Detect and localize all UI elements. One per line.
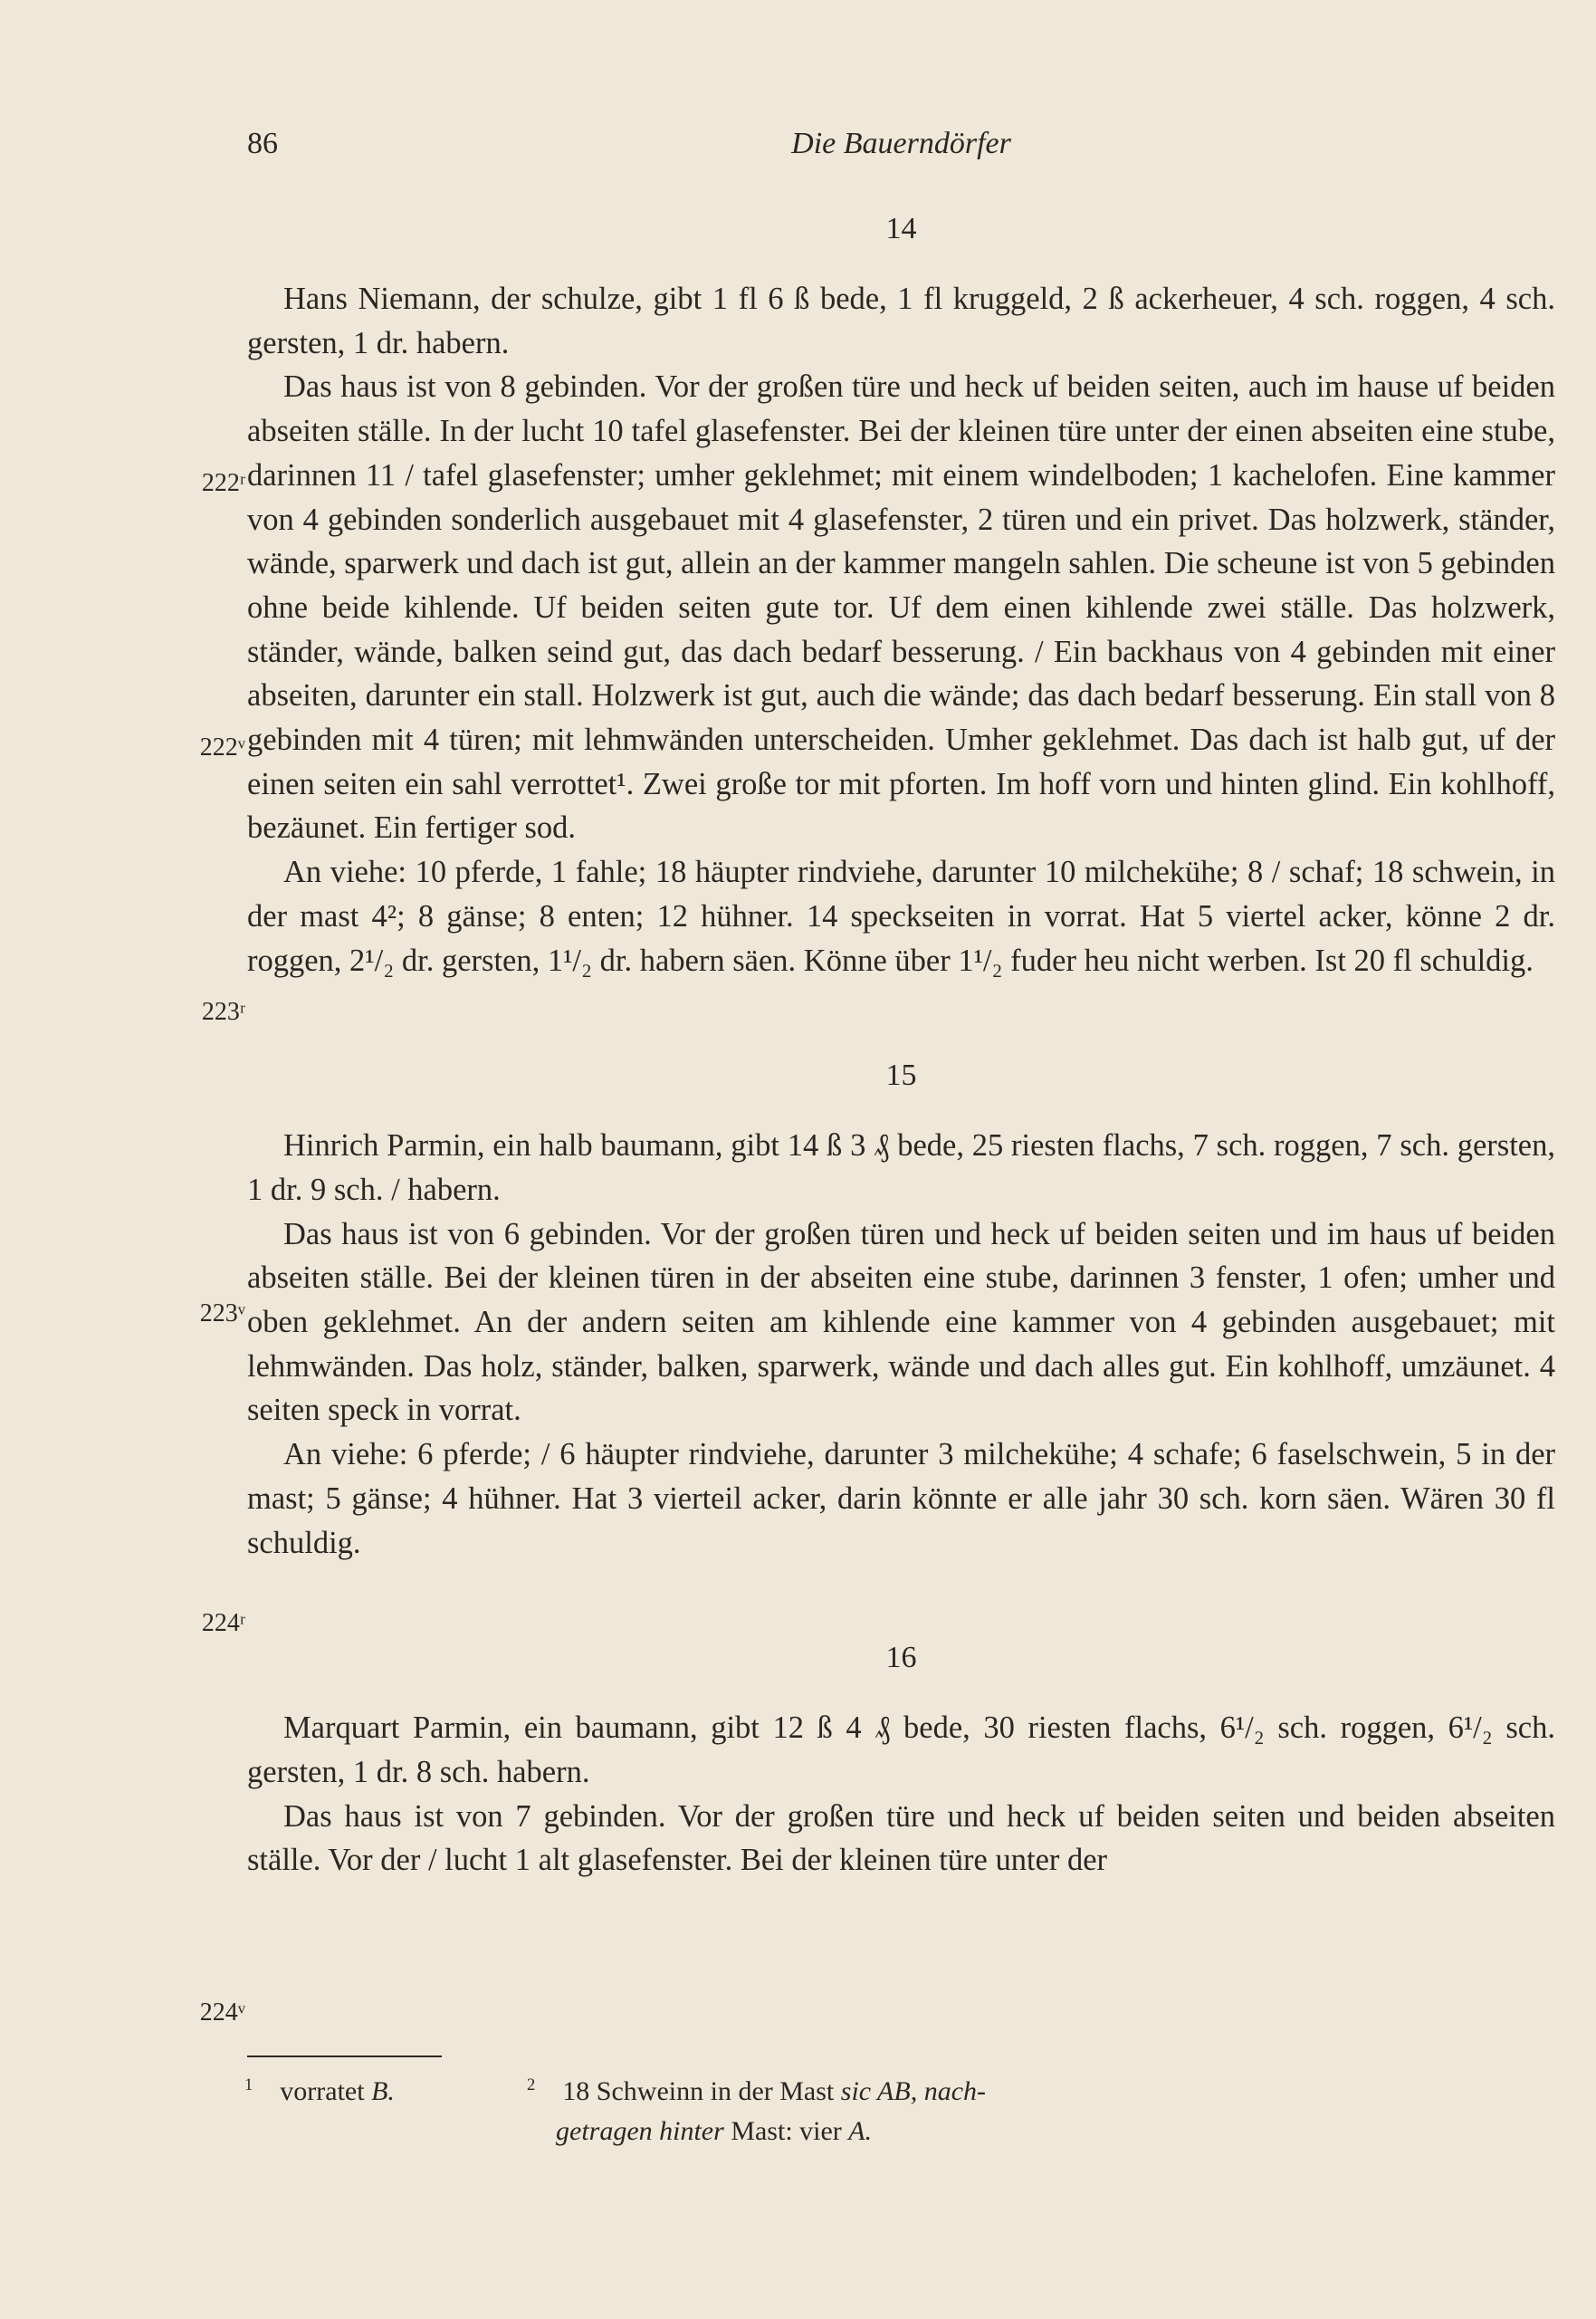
running-title: Die Bauerndörfer	[791, 127, 1011, 160]
footnote-sic: sic AB, nach-	[840, 2076, 987, 2106]
paragraph: Hans Niemann, der schulze, gibt 1 fl 6 ß bede, 1 fl kruggeld, 2 ß ackerheuer, 4 sch. roggen, 4 sch. gersten, 1 dr. habern.	[247, 282, 1555, 360]
footnote-marker: 1	[244, 2075, 253, 2094]
folio-note: 223ʳ	[201, 998, 245, 1026]
footnote-source: A.	[848, 2116, 873, 2146]
footnote-source: B.	[371, 2076, 395, 2106]
folio-note: 222ʳ	[201, 469, 245, 497]
footnote-italic: getragen hinter	[556, 2116, 724, 2146]
folio-note: 224ʳ	[201, 1609, 245, 1637]
footnote-text: vorratet	[280, 2076, 365, 2106]
footnote-marker: 2	[527, 2075, 536, 2094]
paragraph: An viehe: 10 pferde, 1 fahle; 18 häupter rindviehe, darunter 10 milchekühe; 8 / schaf; 18 schwein, in der mast 4²; 8 gänse; 8 enten; 12 hühner. 14 speckseiten in vorrat. Hat 5 viertel acker, könne 2 dr. roggen, 2¹/₂ dr. gersten, 1¹/₂ dr. habern säen. Könne über 1¹/₂ fuder heu nicht werben. Ist 20 fl schuldig.	[247, 855, 1555, 978]
paragraph: An viehe: 6 pferde; / 6 häupter rindviehe, darunter 3 milchekühe; 4 schafe; 6 faselschwein, 5 in der mast; 5 gänse; 4 hühner. Hat 3 vierteil acker, darin könnte er alle jahr 30 sch. korn säen. Wären 30 fl schuldig.	[247, 1437, 1555, 1560]
footnote-text: 18 Schweinn in der Mast	[562, 2076, 835, 2106]
page-header	[247, 127, 1555, 172]
paragraph: Das haus ist von 7 gebinden. Vor der großen türe und heck uf beiden seiten und beiden abseiten ställe. Vor der / lucht 1 alt glasefenster. Bei der kleinen türe unter der	[247, 1798, 1555, 1878]
footnote-divider	[247, 2055, 442, 2057]
paragraph: Marquart Parmin, ein baumann, gibt 12 ß 4 ₰ bede, 30 riesten flachs, 6¹/₂ sch. roggen, 6¹/₂ sch. gersten, 1 dr. 8 sch. habern.	[247, 1711, 1555, 1789]
footnote-2	[527, 2072, 1215, 2151]
page-number: 86	[247, 127, 278, 160]
folio-note: 224ᵛ	[199, 1998, 245, 2027]
section-number: 16	[885, 1641, 917, 1675]
folio-note: 223ᵛ	[199, 1299, 245, 1327]
folio-note: 222ᵛ	[199, 733, 245, 762]
footnote-continuation	[527, 2112, 1215, 2151]
footnote-1	[244, 2072, 534, 2112]
paragraph: Das haus ist von 6 gebinden. Vor der großen türen und heck uf beiden seiten und im haus uf beiden abseiten ställe. Bei der kleinen türen in der abseiten eine stube, darinnen 3 fenster, 1 ofen; umher und oben geklehmet. An der andern seiten am kihlende eine kammer von 4 gebinden ausgebauet; mit lehmwänden. Das holz, ständer, balken, sparwerk, wände und dach alles gut. Ein kohlhoff, umzäunet. 4 seiten speck in vorrat.	[247, 1216, 1555, 1428]
paragraph: Hinrich Parmin, ein halb baumann, gibt 14 ß 3 ₰ bede, 25 riesten flachs, 7 sch. roggen, 7 sch. gersten, 1 dr. 9 sch. / habern.	[247, 1128, 1555, 1207]
main-text	[199, 206, 1555, 2027]
section-number: 15	[885, 1059, 917, 1093]
footnote-text: Mast: vier	[731, 2116, 842, 2146]
paragraph: Das haus ist von 8 gebinden. Vor der großen türe und heck uf beiden seiten, auch im hause uf beiden abseiten ställe. In der lucht 10 tafel glasefenster. Bei der kleinen türe unter der einen abseiten eine stube, darinnen 11 / tafel glasefenster; umher geklehmet; mit einem windelboden; 1 kachelofen. Eine kammer von 4 gebinden sonderlich ausgebauet mit 4 glasefenster, 2 türen und ein privet. Das holzwerk, ständer, wände, sparwerk und dach ist gut, allein an der kammer mangeln sahlen. Die scheune ist von 5 gebinden ohne beide kihlende. Uf beiden seiten gute tor. Uf dem einen kihlende zwei ställe. Das holzwerk, ständer, wände, balken seind gut, das dach bedarf besserung. / Ein backhaus von 4 gebinden mit einer abseiten, darunter ein stall. Holzwerk ist gut, auch die wände; das dach bedarf besserung. Ein stall von 8 gebinden mit 4 türen; mit lehmwänden unterscheiden. Umher geklehmet. Das dach ist halb gut, uf der einen seiten ein sahl verrottet¹. Zwei große tor mit pforten. Im hoff vorn und hinten glind. Ein kohlhoff, bezäunet. Ein fertiger sod.	[247, 369, 1555, 846]
section-number: 14	[885, 212, 917, 245]
